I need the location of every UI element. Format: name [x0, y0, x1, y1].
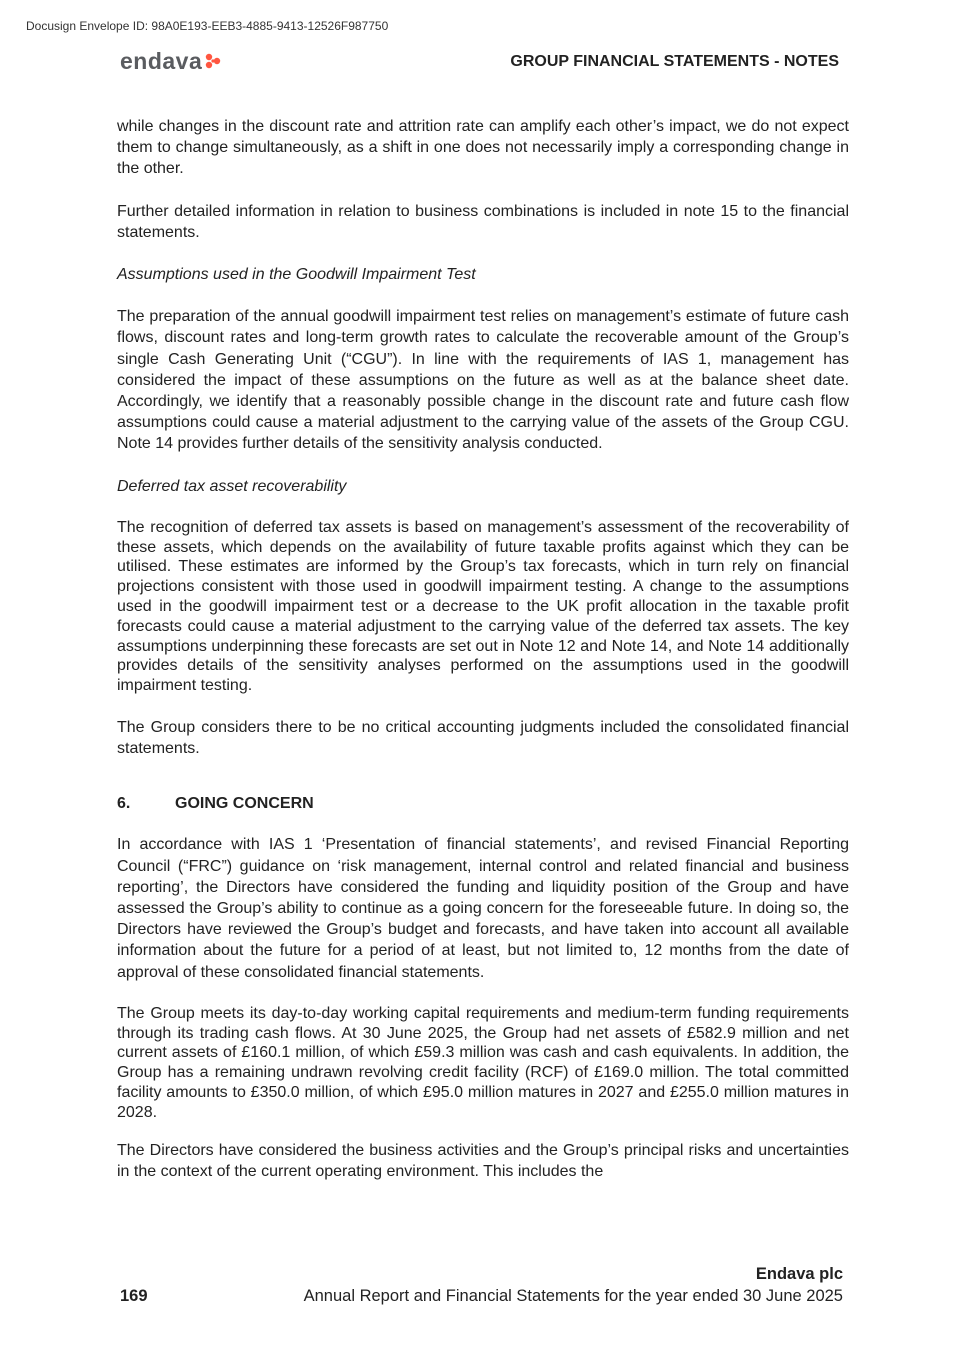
paragraph-working-capital: The Group meets its day-to-day working capital requirements and medium-term funding requirements through its trading cash flows. At 30 June 2025, the Group had net assets of £582.9 million and net current assets of £160.1 million, of which £59.3 million was cash and cash equivalents. In addition, the Group has a remaining undrawn revolving credit facility (RCF) of £169.0 million. The total committed facility amounts to £350.0 million, of which £95.0 million matures in 2027 and £255.0 million matures in 2028.	[117, 1004, 849, 1121]
docusign-envelope-id: Docusign Envelope ID: 98A0E193-EEB3-4885-9413-12526F987750	[26, 19, 389, 33]
endava-flower-icon	[204, 52, 222, 70]
paragraph-deferred-tax: The recognition of deferred tax assets is based on management’s assessment of the recoverability of these assets, which depends on the availability of future taxable profits against which they can be utilised. These estimates are informed by the Group’s tax forecasts, which in turn rely on financial projections consistent with those used in goodwill impairment testing. A change to the assumptions used in the goodwill impairment test or a decrease to the UK profit allocation in the taxable profit forecasts could cause a material adjustment to the carrying value of the deferred tax assets. The key assumptions underpinning these forecasts are set out in Note 12 and Note 14, and Note 14 additionally provides details of the sensitivity analyses performed on the assumptions used in the goodwill impairment testing.	[117, 518, 849, 695]
paragraph-principal-risks: The Directors have considered the business activities and the Group’s principal risks and uncertainties in the context of the current operating environment. This includes the	[117, 1141, 849, 1180]
paragraph-discount-attrition: while changes in the discount rate and attrition rate can amplify each other’s impact, we do not expect them to change simultaneously, as a shift in one does not necessarily imply a corresponding change in the other.	[117, 118, 849, 178]
paragraph-going-concern-assessment: In accordance with IAS 1 ‘Presentation of financial statements’, and revised Financial Reporting Council (“FRC”) guidance on ‘risk management, internal control and related financial and business reporting’, the Directors have considered the funding and liquidity position of the Group and have assessed the Group’s ability to continue as a going concern for the foreseeable future. In doing so, the Directors have reviewed the Group’s budget and forecasts, and have taken into account all available information about the future for a period of at least, but not limited to, 12 months from the date of approval of these consolidated financial statements.	[117, 836, 849, 981]
page-header-title: GROUP FINANCIAL STATEMENTS - NOTES	[510, 53, 839, 70]
paragraph-goodwill-impairment: The preparation of the annual goodwill impairment test relies on management’s estimate of future cash flows, discount rates and long-term growth rates to calculate the recoverable amount of the Group’s single Cash Generating Unit (“CGU”). In line with the requirements of IAS 1, management has considered the impact of these assumptions on the future as well as at the balance sheet date. Accordingly, we identify that a reasonably possible change in the discount rate and future cash flow assumptions could cause a material adjustment to the carrying value of the assets of the Group CGU. Note 14 provides further details of the sensitivity analysis conducted.	[117, 308, 849, 453]
footer-report-title: Annual Report and Financial Statements for the year ended 30 June 2025	[303, 1287, 843, 1305]
document-body	[117, 116, 849, 1182]
footer-company-name: Endava plc	[755, 1265, 843, 1283]
section-number: 6.	[117, 795, 131, 813]
section-title: GOING CONCERN	[175, 795, 314, 813]
logo-wordmark: endava	[120, 47, 203, 74]
section-heading-going-concern	[117, 795, 849, 813]
endava-logo	[120, 47, 222, 75]
paragraph-accounting-judgments: The Group considers there to be no critical accounting judgments included the consolidated financial statements.	[117, 719, 849, 758]
subheading-goodwill-assumptions: Assumptions used in the Goodwill Impairment Test	[117, 266, 476, 284]
footer-page-number: 169	[120, 1287, 148, 1305]
paragraph-business-combinations: Further detailed information in relation to business combinations is included in note 15 to the financial statements.	[117, 202, 849, 241]
subheading-deferred-tax: Deferred tax asset recoverability	[117, 477, 347, 495]
